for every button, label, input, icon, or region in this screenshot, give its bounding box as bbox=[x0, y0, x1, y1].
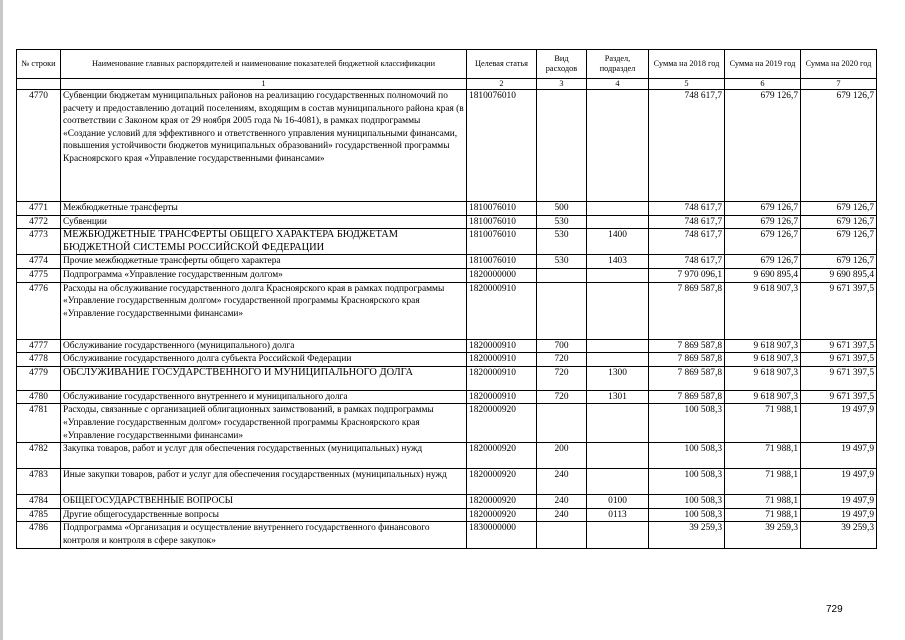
row-number: 4777 bbox=[17, 339, 61, 353]
row-expense-type: 720 bbox=[537, 353, 587, 367]
row-sum-2020: 19 497,9 bbox=[801, 469, 877, 495]
row-sum-2019: 9 618 907,3 bbox=[725, 366, 801, 390]
row-expense-type: 720 bbox=[537, 366, 587, 390]
row-sum-2018: 7 869 587,8 bbox=[649, 366, 725, 390]
row-target-article: 1820000910 bbox=[467, 390, 537, 404]
header-row-no: № строки bbox=[17, 50, 61, 79]
row-sum-2020: 9 671 397,5 bbox=[801, 390, 877, 404]
row-sum-2020: 19 497,9 bbox=[801, 495, 877, 509]
row-target-article: 1820000910 bbox=[467, 282, 537, 339]
row-target-article: 1820000910 bbox=[467, 366, 537, 390]
row-number: 4776 bbox=[17, 282, 61, 339]
header-sum-2020: Сумма на 2020 год bbox=[801, 50, 877, 79]
row-expense-type bbox=[537, 268, 587, 282]
row-sum-2020: 9 671 397,5 bbox=[801, 366, 877, 390]
row-sum-2020: 19 497,9 bbox=[801, 443, 877, 469]
row-target-article: 1810076010 bbox=[467, 90, 537, 202]
row-name: ОБСЛУЖИВАНИЕ ГОСУДАРСТВЕННОГО И МУНИЦИПАЛЬНОГО ДОЛГА bbox=[61, 366, 467, 390]
row-sum-2018: 7 869 587,8 bbox=[649, 390, 725, 404]
row-section bbox=[587, 443, 649, 469]
row-sum-2019: 679 126,7 bbox=[725, 255, 801, 269]
row-name: Расходы на обслуживание государственного долга Красноярского края в рамках подпрограммы «Управление государственным долгом» государственной программы Красноярского края «Управление государственными финансами» bbox=[61, 282, 467, 339]
row-target-article: 1810076010 bbox=[467, 215, 537, 229]
row-section bbox=[587, 353, 649, 367]
row-target-article: 1820000920 bbox=[467, 508, 537, 522]
header-name: Наименование главных распорядителей и наименование показателей бюджетной классификации bbox=[61, 50, 467, 79]
row-sum-2020: 679 126,7 bbox=[801, 255, 877, 269]
row-number: 4779 bbox=[17, 366, 61, 390]
row-sum-2020: 19 497,9 bbox=[801, 404, 877, 443]
column-number: 6 bbox=[725, 79, 801, 90]
row-sum-2019: 679 126,7 bbox=[725, 215, 801, 229]
row-sum-2019: 9 618 907,3 bbox=[725, 353, 801, 367]
header-target: Целевая статья bbox=[467, 50, 537, 79]
table-row bbox=[17, 202, 877, 216]
row-target-article: 1810076010 bbox=[467, 255, 537, 269]
row-number: 4782 bbox=[17, 443, 61, 469]
row-number: 4775 bbox=[17, 268, 61, 282]
row-target-article: 1820000910 bbox=[467, 353, 537, 367]
table-row bbox=[17, 339, 877, 353]
row-target-article: 1810076010 bbox=[467, 229, 537, 255]
table-header-row bbox=[17, 50, 877, 79]
row-expense-type: 530 bbox=[537, 255, 587, 269]
table-row bbox=[17, 495, 877, 509]
table-row bbox=[17, 282, 877, 339]
row-section: 0113 bbox=[587, 508, 649, 522]
header-exp-type: Вид расходов bbox=[537, 50, 587, 79]
row-target-article: 1820000920 bbox=[467, 495, 537, 509]
row-sum-2018: 7 869 587,8 bbox=[649, 282, 725, 339]
row-section: 1400 bbox=[587, 229, 649, 255]
row-expense-type bbox=[537, 282, 587, 339]
budget-table bbox=[16, 49, 877, 549]
row-number: 4783 bbox=[17, 469, 61, 495]
row-section bbox=[587, 268, 649, 282]
row-sum-2020: 9 671 397,5 bbox=[801, 282, 877, 339]
row-sum-2018: 748 617,7 bbox=[649, 215, 725, 229]
row-expense-type bbox=[537, 90, 587, 202]
row-target-article: 1820000920 bbox=[467, 469, 537, 495]
row-name: ОБЩЕГОСУДАРСТВЕННЫЕ ВОПРОСЫ bbox=[61, 495, 467, 509]
row-sum-2019: 679 126,7 bbox=[725, 202, 801, 216]
table-row bbox=[17, 443, 877, 469]
page-number: 729 bbox=[826, 604, 843, 615]
row-number: 4770 bbox=[17, 90, 61, 202]
row-expense-type: 240 bbox=[537, 469, 587, 495]
row-section bbox=[587, 202, 649, 216]
table-row bbox=[17, 404, 877, 443]
row-sum-2019: 71 988,1 bbox=[725, 495, 801, 509]
row-sum-2019: 9 618 907,3 bbox=[725, 282, 801, 339]
row-sum-2019: 71 988,1 bbox=[725, 443, 801, 469]
table-row bbox=[17, 215, 877, 229]
row-sum-2020: 9 671 397,5 bbox=[801, 353, 877, 367]
row-sum-2020: 679 126,7 bbox=[801, 229, 877, 255]
row-name: Иные закупки товаров, работ и услуг для обеспечения государственных (муниципальных) нужд bbox=[61, 469, 467, 495]
row-section bbox=[587, 339, 649, 353]
table-row bbox=[17, 229, 877, 255]
row-expense-type: 700 bbox=[537, 339, 587, 353]
row-sum-2018: 748 617,7 bbox=[649, 202, 725, 216]
header-sum-2019: Сумма на 2019 год bbox=[725, 50, 801, 79]
table-row bbox=[17, 268, 877, 282]
row-sum-2020: 679 126,7 bbox=[801, 90, 877, 202]
table-row bbox=[17, 255, 877, 269]
column-number: 1 bbox=[61, 79, 467, 90]
table-row bbox=[17, 469, 877, 495]
table-row bbox=[17, 390, 877, 404]
table-row bbox=[17, 522, 877, 549]
row-sum-2018: 748 617,7 bbox=[649, 229, 725, 255]
row-number: 4780 bbox=[17, 390, 61, 404]
row-expense-type bbox=[537, 404, 587, 443]
row-expense-type: 240 bbox=[537, 508, 587, 522]
table-row bbox=[17, 353, 877, 367]
row-name: Обслуживание государственного долга субъекта Российской Федерации bbox=[61, 353, 467, 367]
row-section: 0100 bbox=[587, 495, 649, 509]
row-number: 4773 bbox=[17, 229, 61, 255]
row-sum-2019: 9 618 907,3 bbox=[725, 390, 801, 404]
row-sum-2019: 679 126,7 bbox=[725, 229, 801, 255]
row-section bbox=[587, 215, 649, 229]
row-sum-2020: 19 497,9 bbox=[801, 508, 877, 522]
table-row bbox=[17, 90, 877, 202]
column-number: 4 bbox=[587, 79, 649, 90]
row-target-article: 1820000920 bbox=[467, 443, 537, 469]
row-sum-2019: 9 690 895,4 bbox=[725, 268, 801, 282]
row-name: Другие общегосударственные вопросы bbox=[61, 508, 467, 522]
row-target-article: 1830000000 bbox=[467, 522, 537, 549]
row-sum-2019: 71 988,1 bbox=[725, 508, 801, 522]
row-sum-2019: 71 988,1 bbox=[725, 469, 801, 495]
row-sum-2018: 39 259,3 bbox=[649, 522, 725, 549]
row-sum-2018: 100 508,3 bbox=[649, 404, 725, 443]
row-sum-2018: 7 869 587,8 bbox=[649, 353, 725, 367]
row-section: 1403 bbox=[587, 255, 649, 269]
row-sum-2019: 9 618 907,3 bbox=[725, 339, 801, 353]
row-name: Субвенции бюджетам муниципальных районов на реализацию государственных полномочий по расчету и предоставлению дотаций поселениям, входящим в состав муниципального района края (в соответствии с Законом края от 29 ноября 2005 года № 16-4081), в рамках подпрограммы «Создание условий для эффективного и ответственного управления муниципальными финансами, повышения устойчивости бюджетов муниципальных образований» государственной программы Красноярского края «Управление государственными финансами» bbox=[61, 90, 467, 202]
table-body bbox=[17, 90, 877, 549]
header-section: Раздел, подраздел bbox=[587, 50, 649, 79]
header-sum-2018: Сумма на 2018 год bbox=[649, 50, 725, 79]
row-target-article: 1820000920 bbox=[467, 404, 537, 443]
row-sum-2019: 39 259,3 bbox=[725, 522, 801, 549]
row-sum-2020: 9 690 895,4 bbox=[801, 268, 877, 282]
row-sum-2020: 39 259,3 bbox=[801, 522, 877, 549]
row-sum-2018: 100 508,3 bbox=[649, 469, 725, 495]
row-sum-2018: 100 508,3 bbox=[649, 495, 725, 509]
row-sum-2018: 100 508,3 bbox=[649, 508, 725, 522]
row-expense-type bbox=[537, 522, 587, 549]
row-section bbox=[587, 282, 649, 339]
row-number: 4781 bbox=[17, 404, 61, 443]
row-name: Межбюджетные трансферты bbox=[61, 202, 467, 216]
row-name: МЕЖБЮДЖЕТНЫЕ ТРАНСФЕРТЫ ОБЩЕГО ХАРАКТЕРА БЮДЖЕТАМ БЮДЖЕТНОЙ СИСТЕМЫ РОССИЙСКОЙ ФЕДЕРАЦИИ bbox=[61, 229, 467, 255]
row-target-article: 1820000910 bbox=[467, 339, 537, 353]
row-section bbox=[587, 404, 649, 443]
column-number: 7 bbox=[801, 79, 877, 90]
row-expense-type: 200 bbox=[537, 443, 587, 469]
row-number: 4778 bbox=[17, 353, 61, 367]
row-sum-2020: 679 126,7 bbox=[801, 215, 877, 229]
page-edge bbox=[0, 0, 3, 640]
row-number: 4774 bbox=[17, 255, 61, 269]
row-name: Обслуживание государственного (муниципального) долга bbox=[61, 339, 467, 353]
row-name: Расходы, связанные с организацией облигационных заимствований, в рамках подпрограммы «Управление государственным долгом» государственной программы Красноярского края «Управление государственными финансами» bbox=[61, 404, 467, 443]
row-section: 1301 bbox=[587, 390, 649, 404]
row-number: 4771 bbox=[17, 202, 61, 216]
column-number: 3 bbox=[537, 79, 587, 90]
column-number-blank bbox=[17, 79, 61, 90]
table-row bbox=[17, 366, 877, 390]
row-name: Прочие межбюджетные трансферты общего характера bbox=[61, 255, 467, 269]
row-sum-2019: 679 126,7 bbox=[725, 90, 801, 202]
row-number: 4785 bbox=[17, 508, 61, 522]
row-sum-2020: 679 126,7 bbox=[801, 202, 877, 216]
row-number: 4786 bbox=[17, 522, 61, 549]
row-name: Подпрограмма «Управление государственным долгом» bbox=[61, 268, 467, 282]
row-expense-type: 720 bbox=[537, 390, 587, 404]
column-number-row bbox=[17, 79, 877, 90]
row-sum-2018: 748 617,7 bbox=[649, 90, 725, 202]
column-number: 5 bbox=[649, 79, 725, 90]
row-sum-2018: 100 508,3 bbox=[649, 443, 725, 469]
row-sum-2018: 7 970 096,1 bbox=[649, 268, 725, 282]
row-section: 1300 bbox=[587, 366, 649, 390]
row-number: 4772 bbox=[17, 215, 61, 229]
row-sum-2018: 748 617,7 bbox=[649, 255, 725, 269]
row-sum-2020: 9 671 397,5 bbox=[801, 339, 877, 353]
row-sum-2019: 71 988,1 bbox=[725, 404, 801, 443]
row-name: Закупка товаров, работ и услуг для обеспечения государственных (муниципальных) нужд bbox=[61, 443, 467, 469]
row-sum-2018: 7 869 587,8 bbox=[649, 339, 725, 353]
row-section bbox=[587, 522, 649, 549]
row-number: 4784 bbox=[17, 495, 61, 509]
row-name: Подпрограмма «Организация и осуществление внутреннего государственного финансового контроля и контроля в сфере закупок» bbox=[61, 522, 467, 549]
row-name: Субвенции bbox=[61, 215, 467, 229]
row-expense-type: 240 bbox=[537, 495, 587, 509]
column-number: 2 bbox=[467, 79, 537, 90]
row-expense-type: 500 bbox=[537, 202, 587, 216]
row-name: Обслуживание государственного внутреннего и муниципального долга bbox=[61, 390, 467, 404]
row-expense-type: 530 bbox=[537, 229, 587, 255]
row-expense-type: 530 bbox=[537, 215, 587, 229]
row-section bbox=[587, 90, 649, 202]
row-target-article: 1810076010 bbox=[467, 202, 537, 216]
row-section bbox=[587, 469, 649, 495]
row-target-article: 1820000000 bbox=[467, 268, 537, 282]
table-row bbox=[17, 508, 877, 522]
